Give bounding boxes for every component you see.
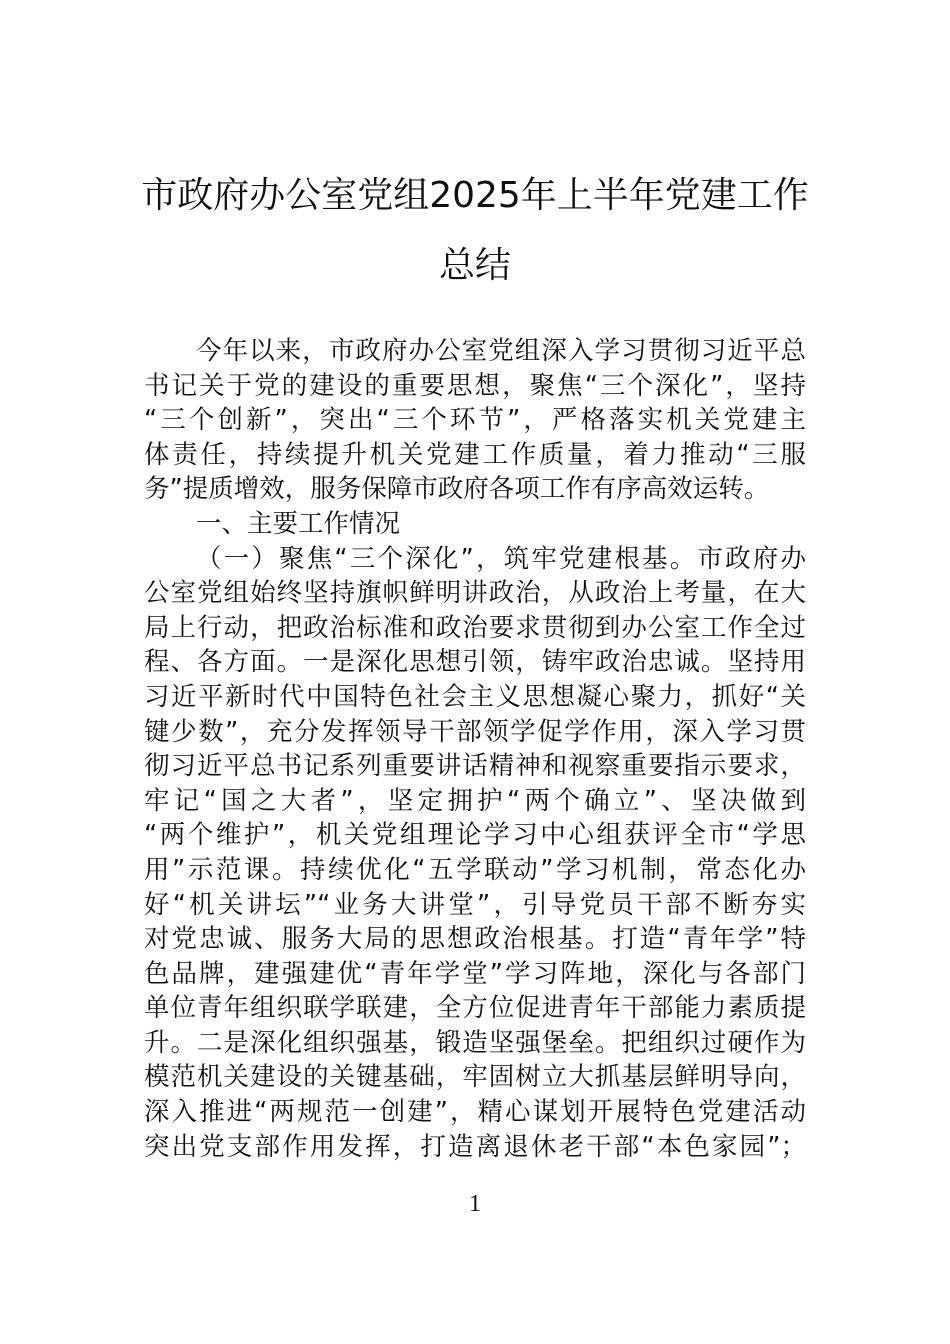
body-line: 牢记“国之大者”，坚定拥护“两个确立”、坚决做到: [144, 785, 806, 816]
body-line: 色品牌，建强建优“青年学堂”学习阵地，深化与各部门: [144, 958, 806, 989]
body-line: 习近平新时代中国特色社会主义思想凝心聚力，抓好“关: [144, 681, 806, 712]
body-line: 彻习近平总书记系列重要讲话精神和视察重要指示要求，: [144, 751, 806, 782]
body-line: 体责任，持续提升机关党建工作质量，着力推动“三服: [144, 439, 806, 470]
body-line: “两个维护”，机关党组理论学习中心组获评全市“学思: [144, 820, 806, 851]
title-text: 市政府办公室党组2025年上半年党建工作: [141, 175, 809, 216]
page-number: 1: [469, 1191, 481, 1217]
body-line: 书记关于党的建设的重要思想，聚焦“三个深化”，坚持: [144, 370, 806, 401]
body-line: “三个创新”，突出“三个环节”，严格落实机关党建主: [144, 405, 806, 436]
body-line: 用”示范课。持续优化“五学联动”学习机制，常态化办: [144, 854, 806, 885]
body-line: 今年以来，市政府办公室党组深入学习贯彻习近平总: [196, 336, 806, 366]
title-text-continued: 总结: [438, 245, 511, 286]
document-body: [144, 334, 806, 1164]
body-line: 升。二是深化组织强基，锻造坚强堡垒。把组织过硬作为: [144, 1027, 806, 1058]
body-line: 键少数”，充分发挥领导干部领学促学作用，深入学习贯: [144, 716, 806, 747]
body-line: （一）聚焦“三个深化”，筑牢党建根基。市政府办: [196, 543, 806, 574]
document-title-line-2: [140, 246, 810, 286]
body-line: 突出党支部作用发挥，打造离退休老干部“本色家园”；: [144, 1131, 806, 1162]
body-line: 模范机关建设的关键基础，牢固树立大抓基层鲜明导向，: [144, 1062, 806, 1093]
document-title-line-1: [140, 176, 810, 216]
body-line: 公室党组始终坚持旗帜鲜明讲政治，从政治上考量，在大: [144, 578, 806, 609]
body-line: 对党忠诚、服务大局的思想政治根基。打造“青年学”特: [144, 924, 806, 955]
body-line: 单位青年组织联学联建，全方位促进青年干部能力素质提: [144, 993, 806, 1024]
body-line: 程、各方面。一是深化思想引领，铸牢政治忠诚。坚持用: [144, 647, 806, 678]
body-line: 务”提质增效，服务保障市政府各项工作有序高效运转。: [144, 474, 770, 505]
body-line: 局上行动，把政治标准和政治要求贯彻到办公室工作全过: [144, 612, 806, 643]
section-heading: 一、主要工作情况: [196, 508, 401, 539]
body-line: 深入推进“两规范一创建”，精心谋划开展特色党建活动: [144, 1097, 806, 1128]
body-line: 好“机关讲坛”“业务大讲堂”，引导党员干部不断夯实: [144, 889, 806, 920]
